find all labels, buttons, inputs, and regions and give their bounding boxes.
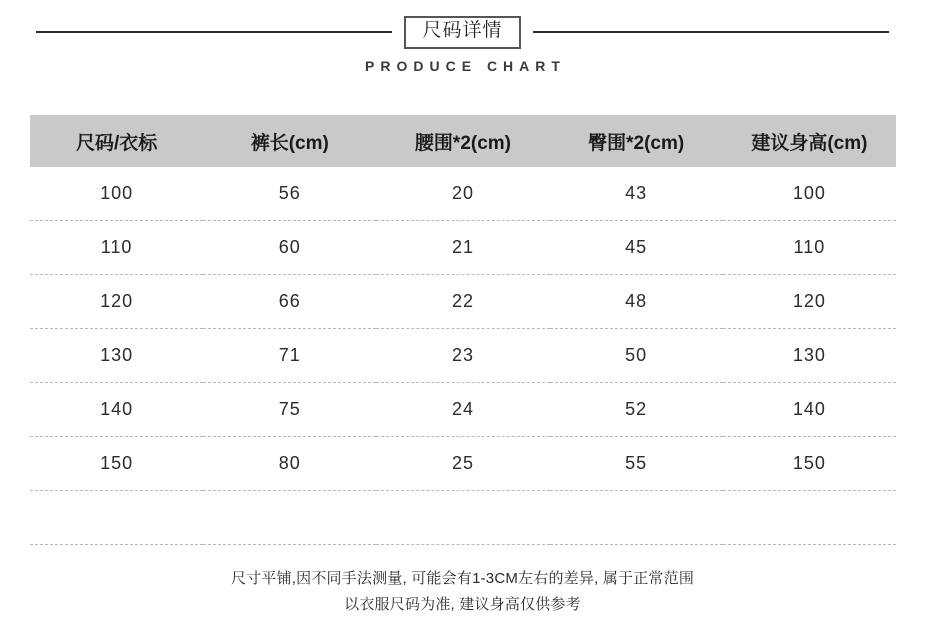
- cell-hip: 50: [550, 329, 723, 383]
- cell-pant-length: 75: [203, 383, 376, 437]
- cell-size: 100: [30, 167, 203, 221]
- cell-pant-length: 66: [203, 275, 376, 329]
- size-table-wrap: [30, 115, 896, 545]
- divider-right: [533, 31, 889, 33]
- cell-hip: 43: [550, 167, 723, 221]
- cell-pant-length: 60: [203, 221, 376, 275]
- column-header-size: 尺码/衣标: [30, 115, 203, 167]
- column-header-pant-length: 裤长(cm): [203, 115, 376, 167]
- size-table: [30, 115, 896, 545]
- cell-height: 150: [723, 437, 896, 491]
- cell-hip: 52: [550, 383, 723, 437]
- cell-hip: 48: [550, 275, 723, 329]
- column-header-waist: 腰围*2(cm): [376, 115, 549, 167]
- table-row: [30, 275, 896, 329]
- cell-pant-length: 80: [203, 437, 376, 491]
- cell-size: 110: [30, 221, 203, 275]
- cell-waist: 25: [376, 437, 549, 491]
- cell-hip: 55: [550, 437, 723, 491]
- cell-empty: [550, 491, 723, 545]
- divider-left: [36, 31, 392, 33]
- table-row: [30, 437, 896, 491]
- table-row-empty: [30, 491, 896, 545]
- note-line-2: 以衣服尺码为准, 建议身高仅供参考: [344, 596, 581, 613]
- cell-empty: [30, 491, 203, 545]
- cell-height: 130: [723, 329, 896, 383]
- cell-height: 140: [723, 383, 896, 437]
- footer-notes: [0, 566, 925, 618]
- cell-waist: 24: [376, 383, 549, 437]
- table-row: [30, 167, 896, 221]
- table-body: [30, 167, 896, 545]
- cell-size: 140: [30, 383, 203, 437]
- table-head: [30, 115, 896, 167]
- cell-pant-length: 71: [203, 329, 376, 383]
- cell-waist: 22: [376, 275, 549, 329]
- cell-size: 150: [30, 437, 203, 491]
- cell-hip: 45: [550, 221, 723, 275]
- table-header-row: [30, 115, 896, 167]
- cell-waist: 20: [376, 167, 549, 221]
- page-title: 尺码详情: [404, 16, 520, 49]
- cell-waist: 21: [376, 221, 549, 275]
- column-header-height: 建议身高(cm): [723, 115, 896, 167]
- cell-pant-length: 56: [203, 167, 376, 221]
- title-row: [0, 16, 925, 49]
- page-subtitle: PRODUCE CHART: [365, 57, 566, 74]
- note-line-1: 尺寸平铺,因不同手法测量, 可能会有1-3CM左右的差异, 属于正常范围: [230, 570, 695, 587]
- cell-height: 120: [723, 275, 896, 329]
- table-row: [30, 383, 896, 437]
- cell-empty: [723, 491, 896, 545]
- cell-empty: [203, 491, 376, 545]
- cell-size: 120: [30, 275, 203, 329]
- cell-height: 100: [723, 167, 896, 221]
- cell-waist: 23: [376, 329, 549, 383]
- cell-empty: [376, 491, 549, 545]
- table-row: [30, 221, 896, 275]
- header: [0, 16, 925, 74]
- table-row: [30, 329, 896, 383]
- cell-size: 130: [30, 329, 203, 383]
- column-header-hip: 臀围*2(cm): [550, 115, 723, 167]
- cell-height: 110: [723, 221, 896, 275]
